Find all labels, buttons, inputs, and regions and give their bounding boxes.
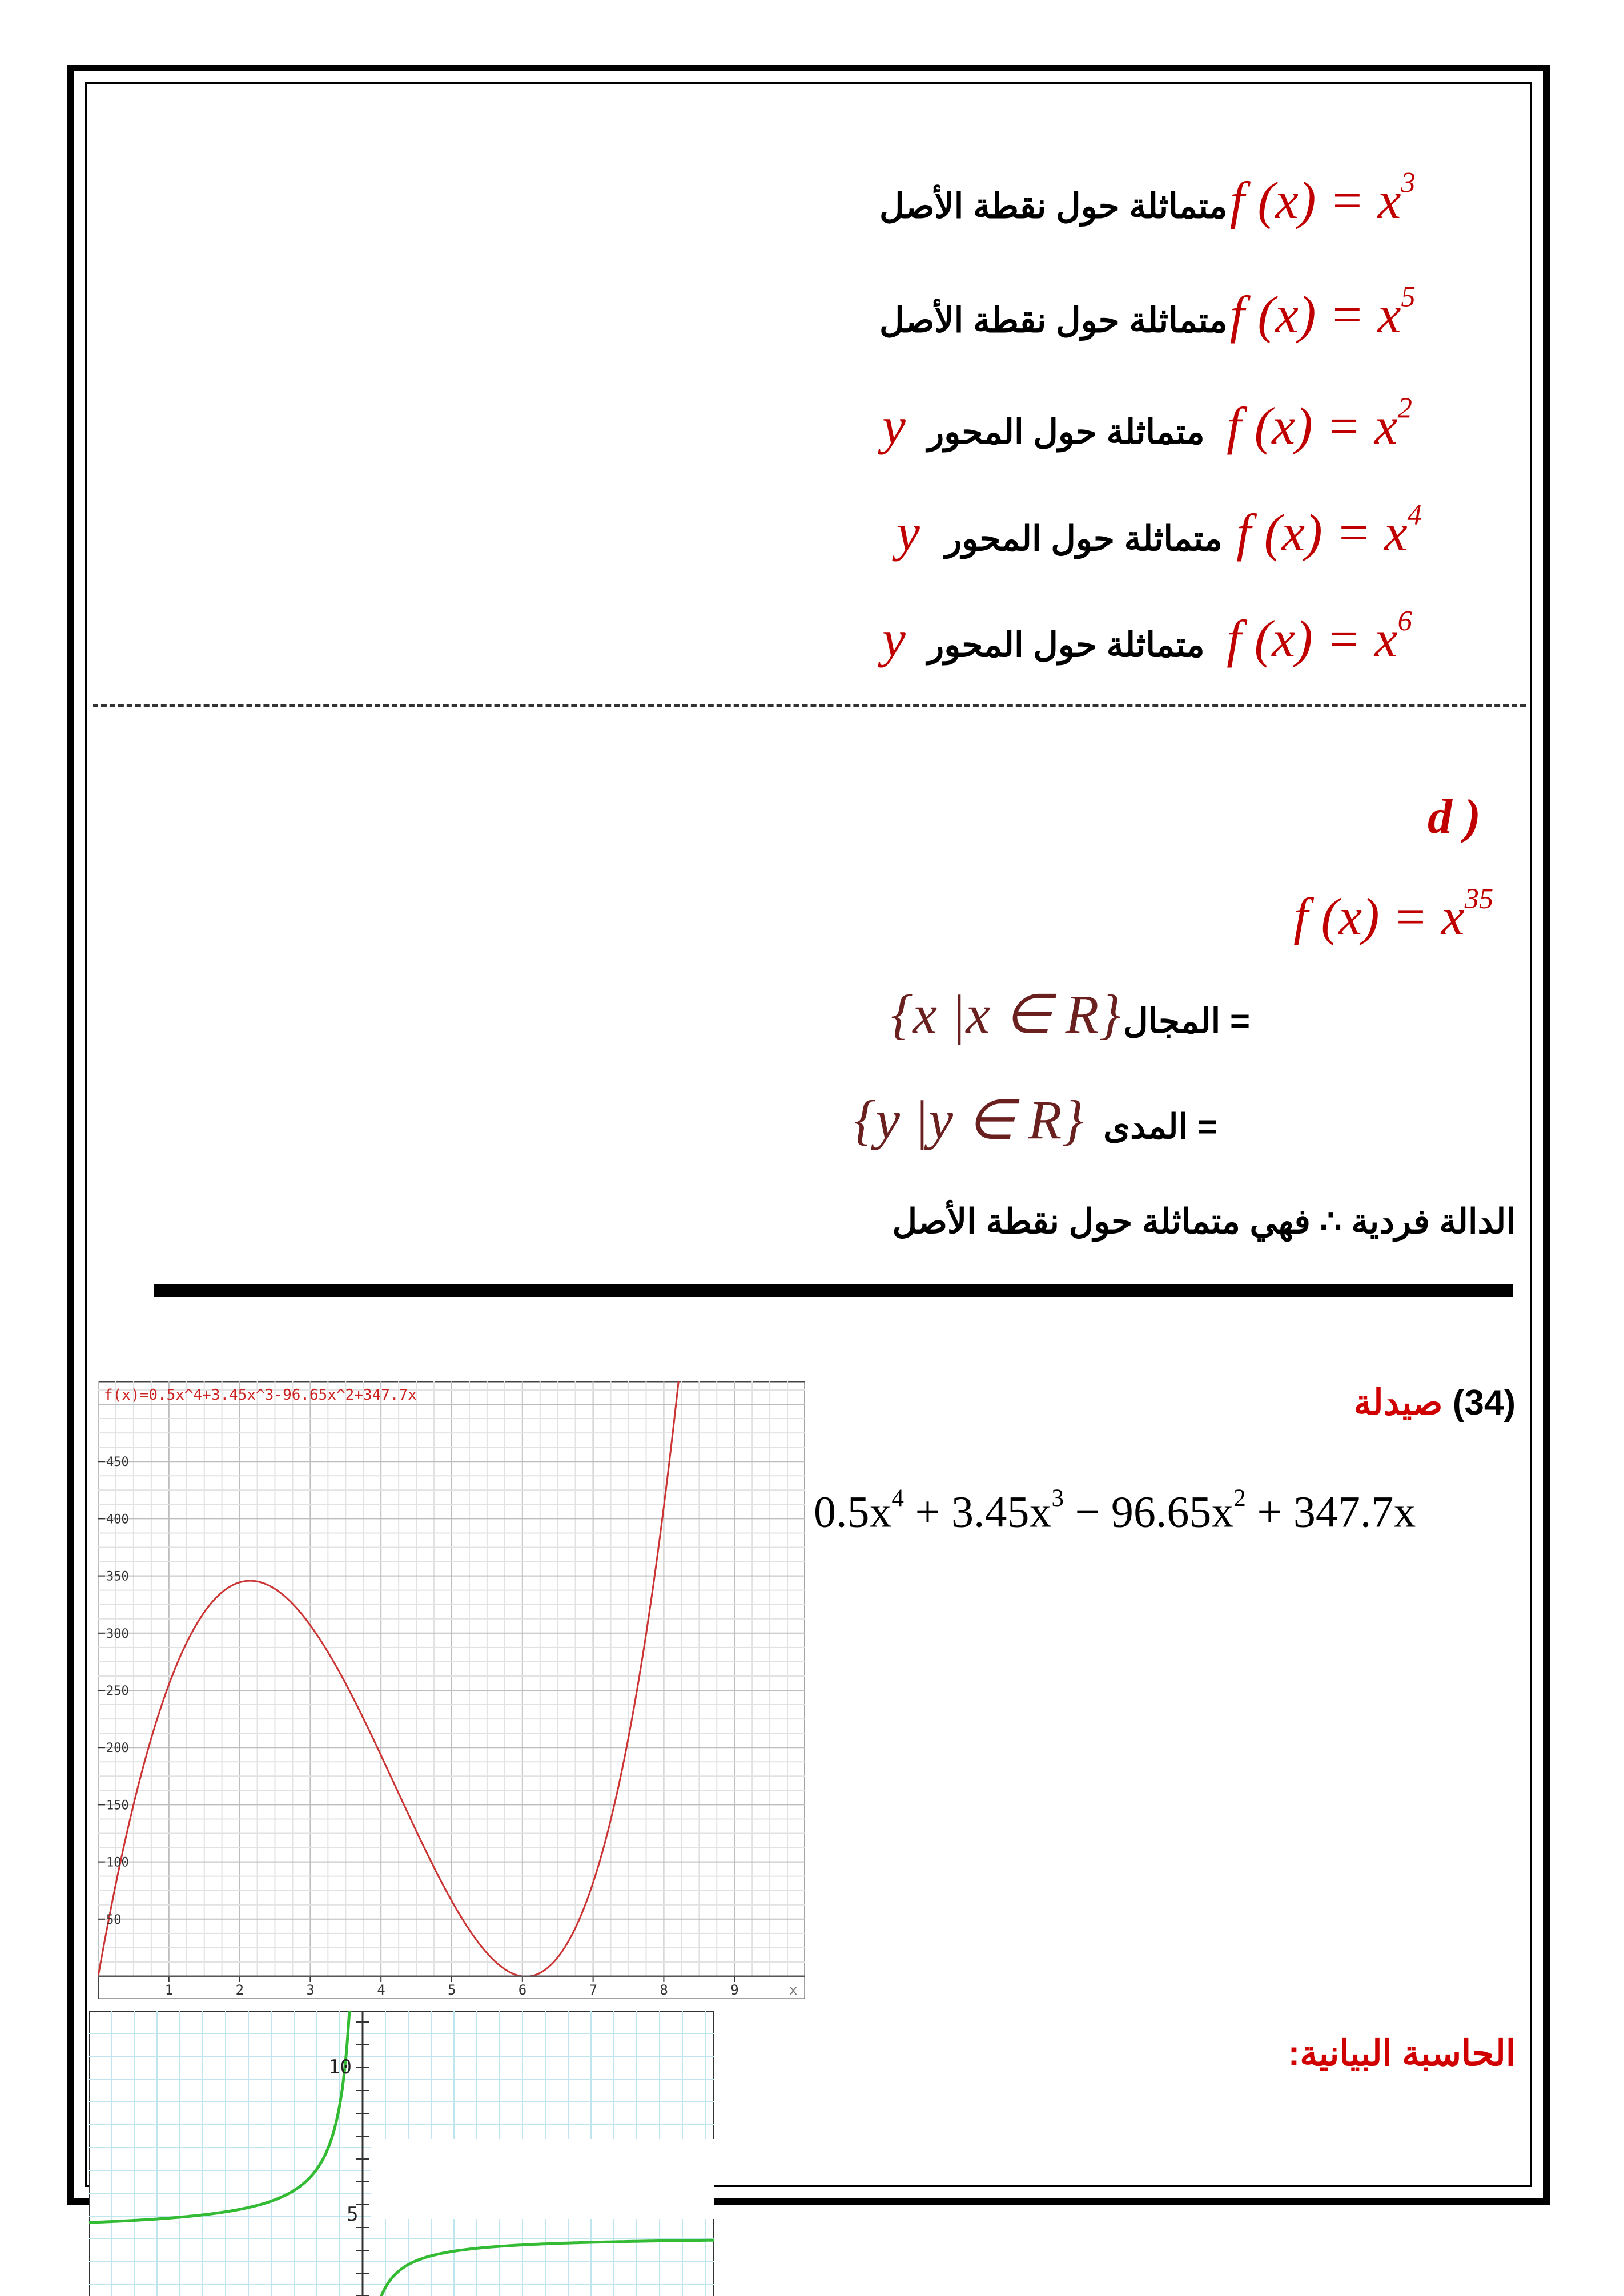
- y-tick-label: 200: [106, 1741, 129, 1756]
- q34-polynomial: $0.5x^4 + 3.45x^3 - 96.65x^2 + 347.7x$: [814, 1485, 1416, 1537]
- y-tick-label: 400: [106, 1512, 129, 1527]
- axis-letter: y: [897, 503, 920, 562]
- function-expression: f $(x) = x^3$: [1229, 166, 1416, 229]
- x-tick-label: 8: [660, 1982, 668, 1998]
- graphing-calculator-label: الحاسبة البيانية:: [1288, 2034, 1516, 2073]
- function-expression: f $(x) = x^5$: [1229, 280, 1416, 344]
- range-label: المدى =: [1103, 1107, 1217, 1146]
- symmetry-line-1: [879, 166, 1416, 231]
- symmetry-line-4: [897, 498, 1422, 563]
- x-tick-label: 3: [306, 1982, 315, 1998]
- symmetry-text: متماثلة حول المحور: [945, 519, 1223, 558]
- axis-letter: y: [882, 396, 906, 455]
- calculator-occlusion: [371, 2139, 714, 2219]
- domain-set: {x |x ∈ R}: [891, 984, 1121, 1045]
- dashed-separator: [93, 704, 1526, 707]
- x-tick-label: 2: [235, 1982, 244, 1998]
- polynomial-chart: [98, 1381, 805, 1999]
- thick-separator: [154, 1284, 1513, 1297]
- x-tick-label: 1: [164, 1982, 174, 1998]
- symmetry-text: متماثلة حول نقطة الأصل: [879, 301, 1228, 340]
- symmetry-text: متماثلة حول نقطة الأصل: [879, 187, 1228, 225]
- q34-heading: [1353, 1381, 1516, 1423]
- y-tick-label: 350: [106, 1569, 129, 1584]
- part-d-function: f $(x) = x^{35}$: [1293, 883, 1494, 946]
- conclusion-text: الدالة فردية ∴ فهي متماثلة حول نقطة الأصل: [892, 1202, 1516, 1240]
- axis-letter: y: [882, 609, 906, 668]
- y-tick-label: 100: [106, 1855, 129, 1870]
- range-set: {y |y ∈ R}: [854, 1089, 1084, 1150]
- range-row: [854, 1087, 1217, 1151]
- chart-title: f(x)=0.5x^4+3.45x^3-96.65x^2+347.7x: [104, 1387, 417, 1404]
- calculator-chart: [89, 2011, 714, 2296]
- x-axis-label: x: [789, 1982, 798, 1998]
- symmetry-text: متماثلة حول المحور: [927, 412, 1205, 451]
- x-tick-label: 6: [518, 1982, 527, 1998]
- q34-title: صيدلة: [1353, 1383, 1443, 1423]
- y-tick-label: 50: [106, 1912, 122, 1927]
- y-tick-label: 250: [106, 1684, 129, 1698]
- x-tick-label: 5: [448, 1982, 456, 1998]
- function-expression: f $(x) = x^2$: [1227, 392, 1412, 455]
- x-tick-label: 9: [730, 1982, 739, 1998]
- x-tick-label: 7: [589, 1982, 598, 1998]
- calc-tick-label-5: 5: [347, 2203, 359, 2226]
- chart-grid: [98, 1381, 805, 1976]
- y-tick-label: 300: [106, 1626, 129, 1641]
- part-d-label: ( d: [1428, 789, 1481, 844]
- function-expression: f $(x) = x^6$: [1227, 605, 1412, 668]
- domain-row: [891, 982, 1250, 1046]
- symmetry-line-3: [882, 391, 1412, 456]
- y-tick-label: 450: [106, 1455, 129, 1470]
- q34-number: (34): [1452, 1383, 1516, 1423]
- symmetry-line-5: [882, 604, 1412, 669]
- y-tick-label: 150: [106, 1798, 129, 1813]
- symmetry-line-2: [879, 280, 1416, 345]
- x-tick-label: 4: [377, 1982, 385, 1998]
- function-expression: f $(x) = x^4$: [1236, 498, 1422, 562]
- symmetry-text: متماثلة حول المحور: [927, 625, 1205, 664]
- domain-label: المجال =: [1123, 1002, 1251, 1040]
- calc-tick-label-10: 10: [328, 2056, 352, 2079]
